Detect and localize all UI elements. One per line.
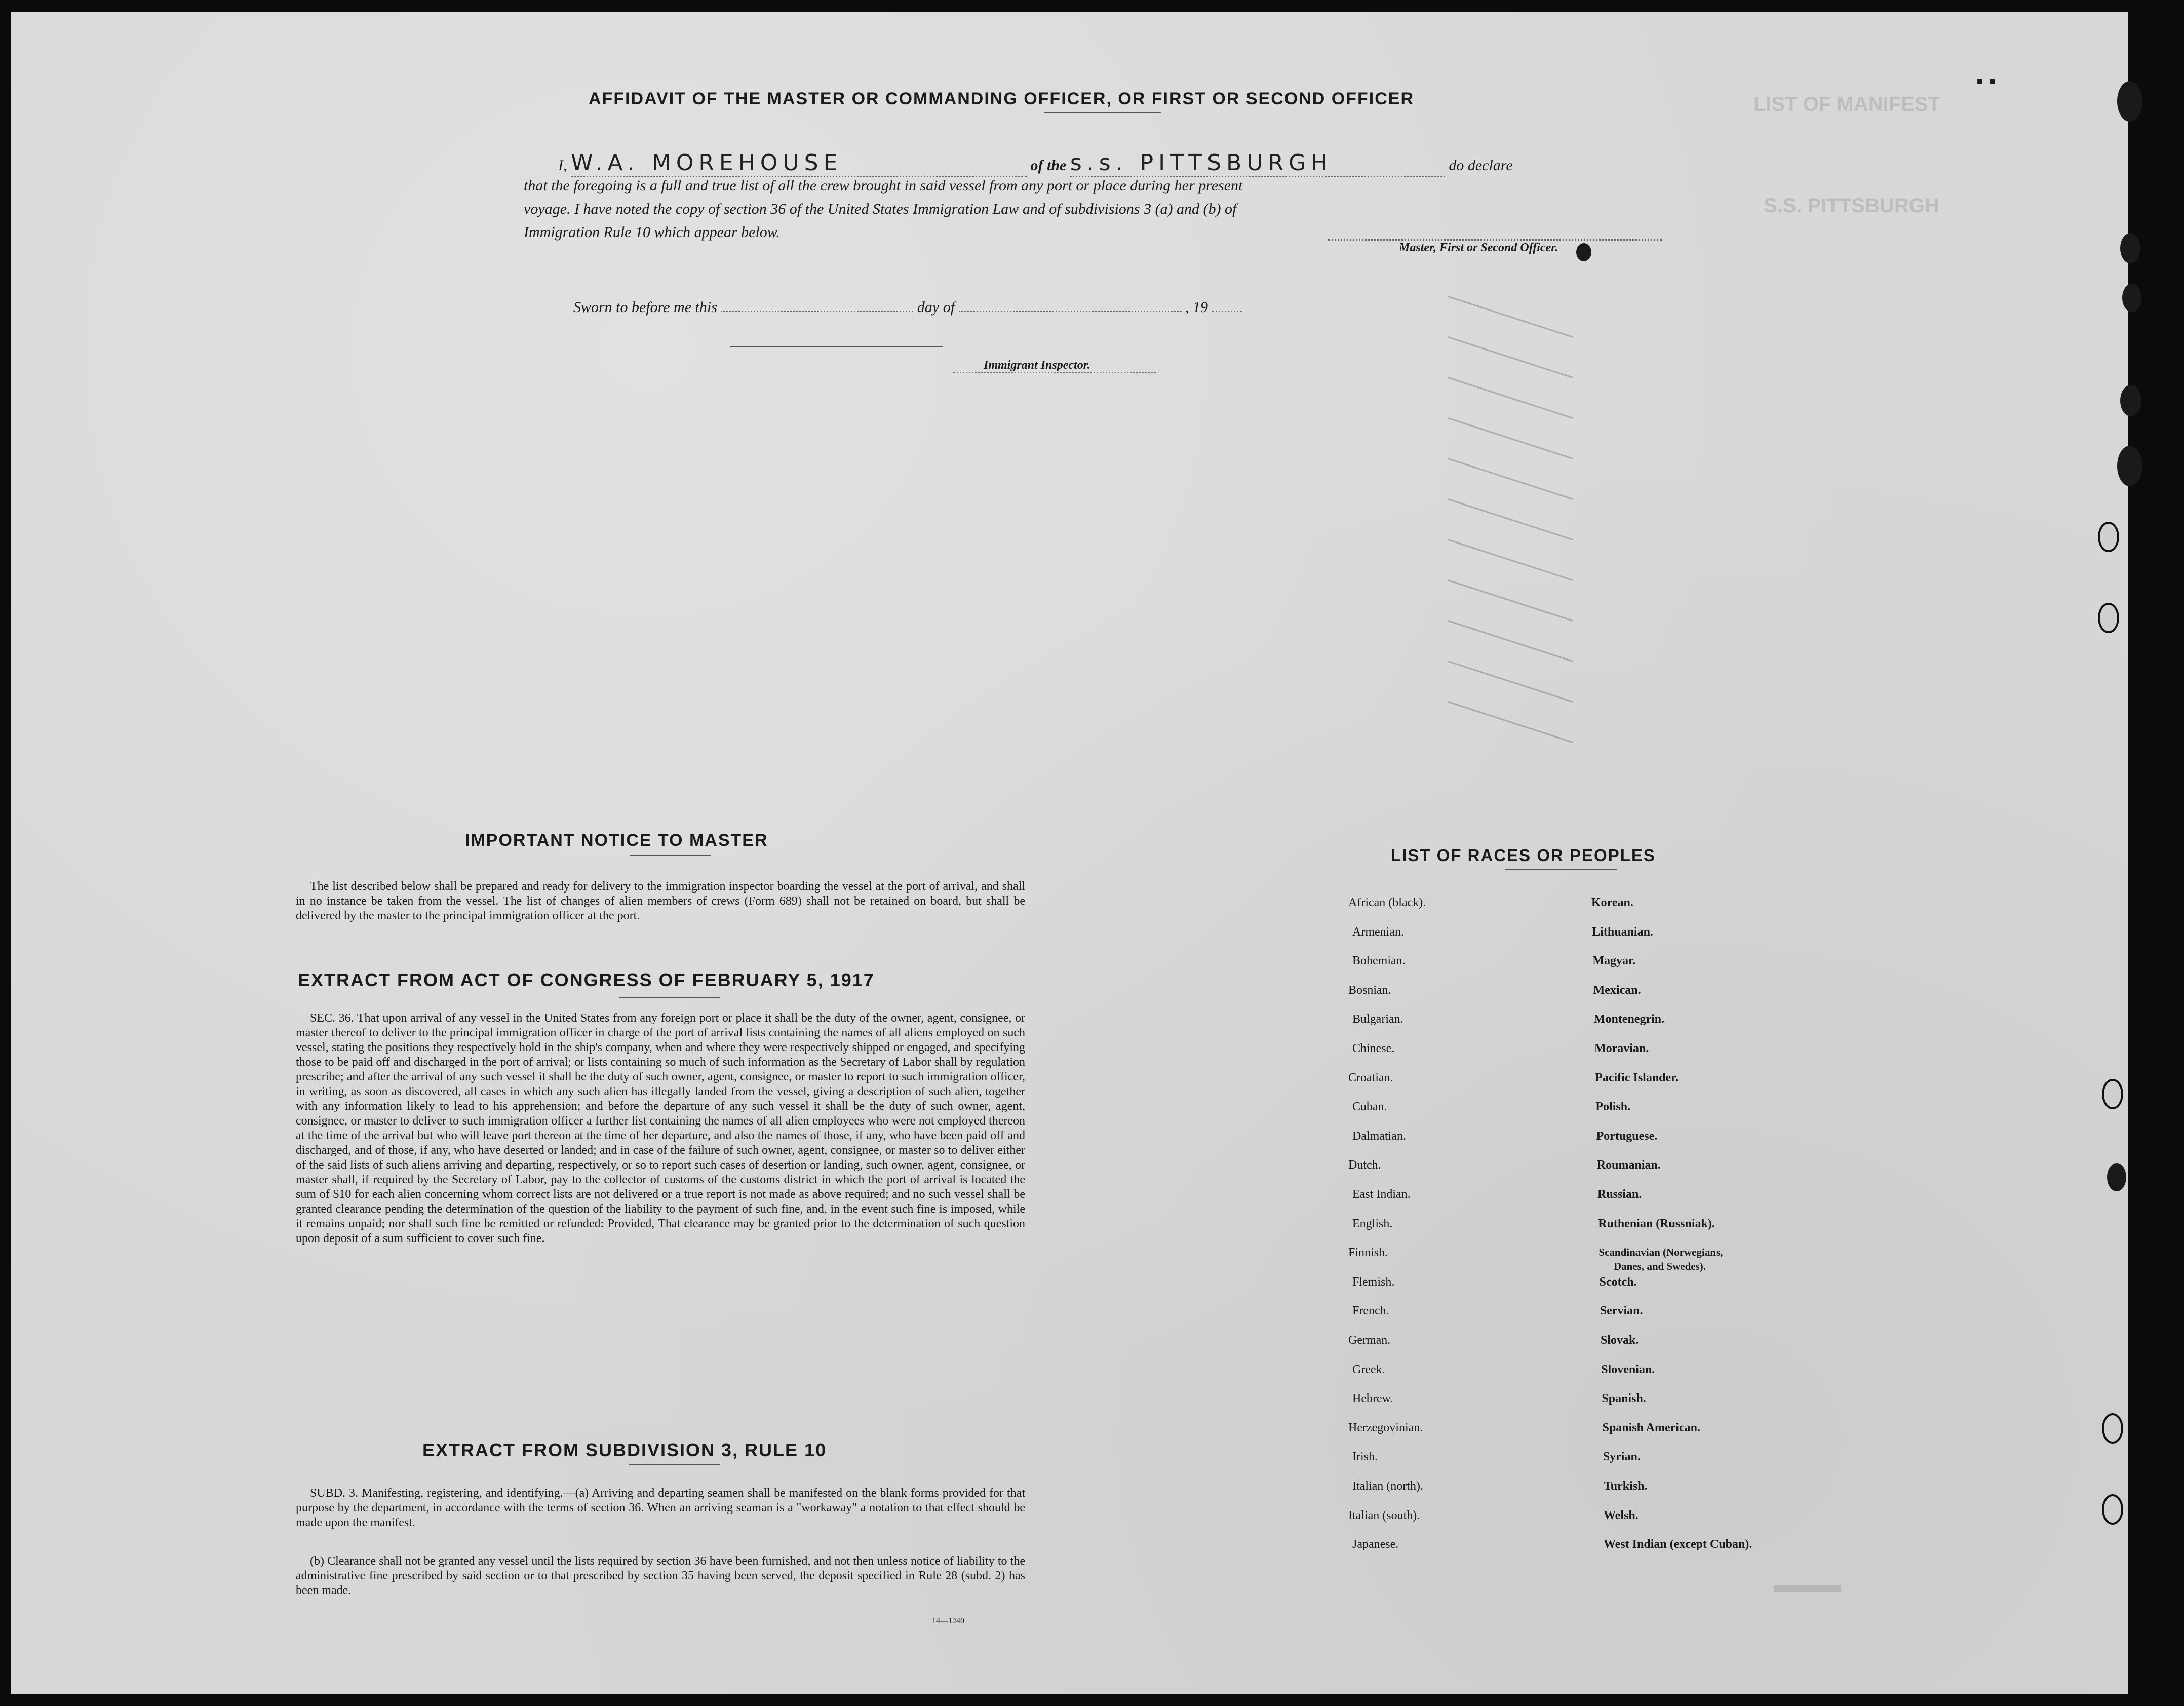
race-item: Turkish.	[1604, 1480, 1648, 1493]
document-page	[11, 12, 2128, 1694]
i-prefix: I,	[558, 157, 567, 174]
title-underline	[1044, 112, 1161, 113]
year-prefix: , 19	[1185, 299, 1208, 316]
bleed-through-text: LIST OF MANIFEST	[1753, 93, 1940, 115]
race-item: Chinese.	[1352, 1042, 1395, 1055]
section-36-text: SEC. 36. That upon arrival of any vessel in the United States from any foreign port or place it shall be the duty of the owner, agent, consignee, or master thereof to deliver to the principal immigration officer in charge of the port of arrival lists containing the names of all aliens employed on such vessel, stating the positions they respectively hold in the ship's company, when and where they were respectively shipped or engaged, and specifying those to be paid off and discharged in the port of arrival; or lists containing so much of such information as the Secretary of Labor shall by regulation prescribe; and after the arrival of any such vessel it shall be the duty of such owner, agent, consignee, or master to report to such immigration officer, in writing, as soon as discovered, all cases in which any such alien has illegally landed from the vessel, giving a description of such alien, together with any information likely to lead to his apprehension; and before the departure of any such vessel it shall be the duty of such owner, agent, consignee, or master to deliver to such immigration officer a further list containing the names of all alien employees who were not employed thereon at the time of the arrival but who will leave port thereon at the time of her departure, and also the names of those, if any, who have been paid off and discharged, and of those, if any, who have deserted or landed; and in case of the failure of such owner, agent, consignee, or master so to deliver either of the said lists of such aliens arriving and departing, respectively, or so to report such cases of desertion or landing, such owner, agent, consignee, or master shall, if required by the Secretary of Labor, pay to the collector of customs of the customs district in which the port of arrival is located the sum of $10 for each alien concerning whom correct lists are not delivered or a true report is not made as above required; and no such vessel shall be granted clearance pending the determination of the question of the liability to the payment of such fine, and, in the event such fine is imposed, while it remains unpaid; nor shall such fine be remitted or refunded: Provided, That clearance may be granted prior to the determination of such question upon deposit of a sum sufficient to cover such fine.	[296, 1012, 1025, 1245]
race-item: Croatian.	[1348, 1071, 1393, 1084]
race-item: Italian (north).	[1352, 1480, 1423, 1493]
declaration-line-2: that the foregoing is a full and true list of all the crew brought in said vessel from any port or place during her present	[524, 177, 1243, 194]
binding-hole	[2122, 284, 2141, 312]
vessel-name: s.s. PITTSBURGH	[1070, 150, 1333, 176]
extract-rule-underline	[629, 1464, 720, 1465]
race-item: Welsh.	[1604, 1508, 1639, 1522]
race-item: African (black).	[1348, 896, 1426, 909]
binding-hole	[2117, 81, 2142, 122]
binding-hole	[2102, 1079, 2123, 1109]
pencil-stroke	[1448, 377, 1573, 419]
race-item: Finnish.	[1348, 1246, 1388, 1260]
race-item: Japanese.	[1352, 1538, 1399, 1552]
notice-body: The list described below shall be prepared and ready for delivery to the immigration inspector boarding the vessel at the port of arrival, and shall in no instance be taken from the vessel. The list of changes of alien members of crews (Form 689) shall not be retained on board, but shall be delivered by the master to the principal immigration officer at the port.	[296, 880, 1025, 922]
declaration-line-4: Immigration Rule 10 which appear below.	[524, 224, 781, 241]
extract-act-title: EXTRACT FROM ACT OF CONGRESS OF FEBRUARY 5, 1917	[298, 970, 875, 990]
binding-hole	[2120, 385, 2141, 416]
race-item: Spanish American.	[1602, 1421, 1700, 1434]
race-item: Servian.	[1600, 1304, 1643, 1318]
race-item: Greek.	[1352, 1363, 1385, 1376]
extract-act-underline	[619, 997, 720, 998]
master-name: W.A. MOREHOUSE	[571, 150, 843, 176]
subdivision-a-text: SUBD. 3. Manifesting, registering, and identifying.—(a) Arriving and departing seamen shall be manifested on the blank forms provided for that purpose by the department, in accordance with the terms of section 36. When an arriving seaman is a "workaway" a notation to that effect should be made upon the manifest.	[296, 1487, 1025, 1529]
day-of-label: day of	[917, 299, 955, 316]
inspector-rule-faint	[730, 346, 943, 347]
race-item: Moravian.	[1594, 1042, 1649, 1055]
race-item: Scandinavian (Norwegians,	[1598, 1246, 1723, 1259]
race-item: Scotch.	[1599, 1275, 1637, 1289]
pencil-stroke	[1448, 539, 1573, 581]
ink-blot	[1576, 243, 1591, 261]
race-item: Herzegovinian.	[1348, 1421, 1423, 1434]
binding-hole	[2098, 603, 2119, 633]
race-item: Magyar.	[1592, 954, 1636, 968]
pencil-stroke	[1448, 296, 1573, 338]
vessel-name-field[interactable]	[1070, 150, 1445, 177]
race-item: Bosnian.	[1348, 983, 1391, 997]
race-item: Slovak.	[1601, 1334, 1639, 1347]
signature-caption: Master, First or Second Officer.	[1399, 241, 1558, 254]
sworn-line	[573, 299, 1242, 316]
race-item: Roumanian.	[1596, 1158, 1661, 1172]
race-item: East Indian.	[1352, 1188, 1411, 1201]
races-title: LIST OF RACES OR PEOPLES	[1391, 846, 1656, 865]
race-item: German.	[1348, 1334, 1391, 1347]
pencil-stroke	[1448, 417, 1573, 459]
binding-hole	[2107, 1163, 2126, 1191]
race-item: Montenegrin.	[1593, 1013, 1665, 1026]
race-item: Bulgarian.	[1352, 1013, 1403, 1026]
bleed-through-mark: ▬▬▬	[1774, 1572, 1841, 1597]
race-item: Polish.	[1595, 1100, 1631, 1114]
race-item: Korean.	[1591, 896, 1633, 909]
binding-hole	[2102, 1413, 2123, 1444]
pencil-stroke	[1448, 661, 1573, 703]
race-item: French.	[1352, 1304, 1389, 1318]
binding-hole	[2102, 1494, 2123, 1525]
form-number: 14—1240	[932, 1617, 964, 1625]
race-item: Armenian.	[1352, 925, 1404, 939]
inspector-caption: Immigrant Inspector.	[984, 359, 1090, 372]
race-item: Bohemian.	[1352, 954, 1406, 968]
race-item: Syrian.	[1603, 1450, 1641, 1464]
race-item: Russian.	[1597, 1188, 1642, 1201]
race-item: Hebrew.	[1352, 1392, 1393, 1406]
race-item: Flemish.	[1352, 1275, 1395, 1289]
bleed-through-text: S.S. PITTSBURGH	[1764, 195, 1939, 217]
signature-line[interactable]	[1328, 239, 1662, 241]
race-item: Cuban.	[1352, 1100, 1387, 1114]
binding-hole	[2120, 233, 2140, 263]
race-item: English.	[1352, 1217, 1393, 1230]
of-the-label: of the	[1030, 157, 1067, 174]
affidavit-title: AFFIDAVIT OF THE MASTER OR COMMANDING OFFICER, OR FIRST OR SECOND OFFICER	[589, 89, 1414, 108]
do-declare-label: do declare	[1449, 157, 1513, 174]
race-item: Ruthenian (Russniak).	[1598, 1217, 1715, 1230]
binding-hole	[2117, 446, 2142, 486]
race-item: Mexican.	[1593, 983, 1641, 997]
declaration-line-3: voyage. I have noted the copy of section 36 of the United States Immigration Law and of subdivisions 3 (a) and (b) of	[524, 201, 1237, 217]
race-item: Slovenian.	[1601, 1363, 1655, 1376]
declaration-line-1	[558, 150, 1513, 177]
pencil-stroke	[1448, 498, 1573, 540]
pencil-stroke	[1448, 458, 1573, 500]
pencil-stroke	[1448, 336, 1573, 378]
race-item: Portuguese.	[1596, 1129, 1658, 1143]
binding-hole	[2098, 522, 2119, 552]
race-item: Danes, and Swedes).	[1614, 1260, 1706, 1273]
race-item: Irish.	[1352, 1450, 1378, 1464]
race-item: Pacific Islander.	[1595, 1071, 1679, 1084]
race-item: Italian (south).	[1348, 1508, 1420, 1522]
pencil-stroke	[1448, 579, 1573, 622]
subdivision-b-text: (b) Clearance shall not be granted any vessel until the lists required by section 36 have been furnished, and not then unless notice of liability to the administrative fine prescribed by said section or to that prescribed by section 35 having been served, the deposit specified in Rule 28 (subd. 2) has been made.	[296, 1555, 1025, 1597]
pencil-stroke	[1448, 701, 1573, 743]
notice-underline	[630, 855, 711, 856]
master-name-field[interactable]	[571, 150, 1027, 177]
race-item: Lithuanian.	[1592, 925, 1653, 939]
sworn-prefix: Sworn to before me this	[573, 299, 717, 316]
race-item: Spanish.	[1602, 1392, 1646, 1406]
sworn-year-field[interactable]	[1212, 311, 1242, 312]
races-underline	[1505, 869, 1617, 870]
race-item: West Indian (except Cuban).	[1604, 1538, 1752, 1552]
pencil-stroke	[1448, 620, 1573, 662]
notice-title: IMPORTANT NOTICE TO MASTER	[465, 831, 768, 850]
sworn-month-field[interactable]	[959, 311, 1182, 312]
extract-rule-title: EXTRACT FROM SUBDIVISION 3, RULE 10	[422, 1440, 827, 1460]
race-item: Dalmatian.	[1352, 1129, 1406, 1143]
race-item: Dutch.	[1348, 1158, 1381, 1172]
corner-mark: ▪ ▪	[1976, 69, 1996, 92]
sworn-day-field[interactable]	[721, 311, 913, 312]
